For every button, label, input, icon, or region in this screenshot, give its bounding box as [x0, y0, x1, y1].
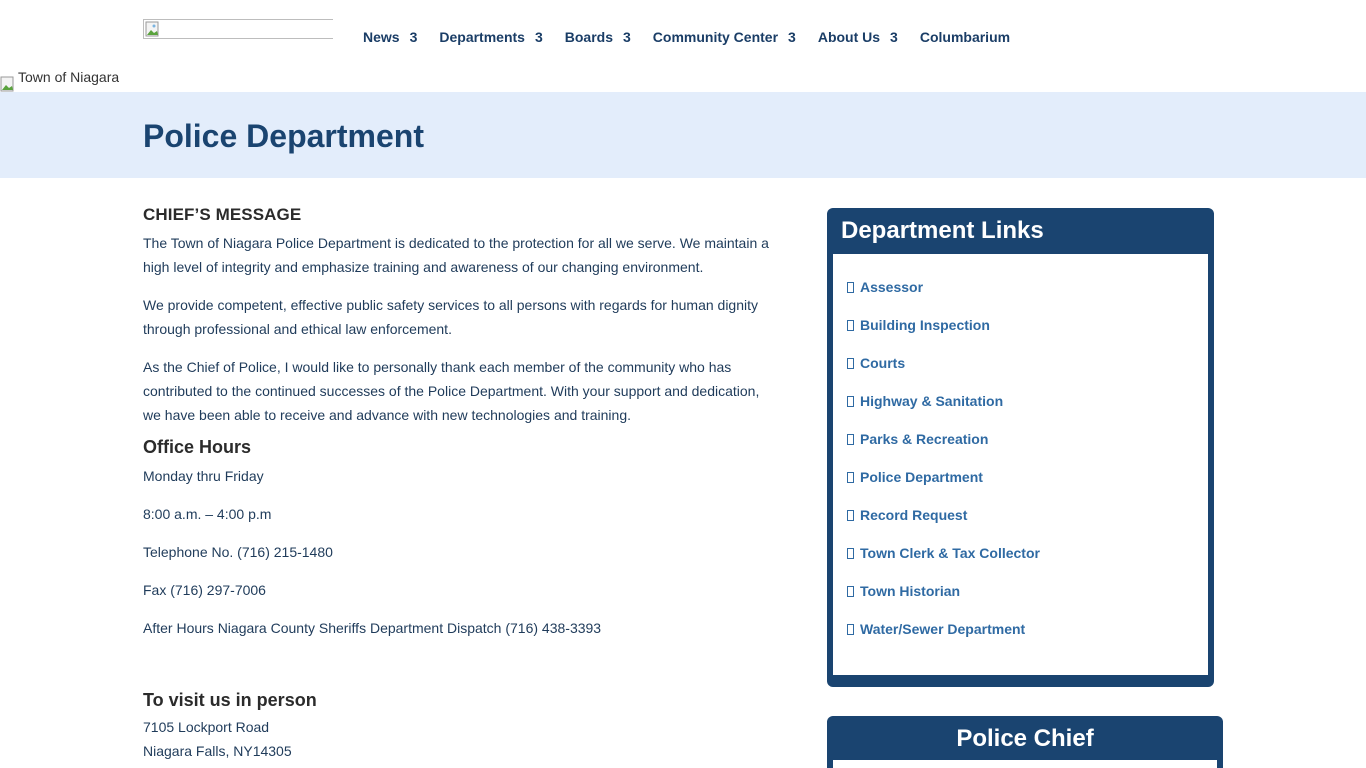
site-logo[interactable]: [143, 19, 333, 39]
nav-label: Columbarium: [919, 29, 1011, 45]
department-links-widget: [827, 208, 1214, 687]
widget-title: Department Links: [841, 217, 1044, 244]
nav-departments[interactable]: [439, 29, 542, 45]
after-hours-dispatch: After Hours Niagara County Sheriffs Department Dispatch (716) 438-3393: [143, 620, 602, 636]
link-parks-recreation[interactable]: [847, 420, 1208, 458]
link-label: Water/Sewer Department: [860, 621, 1026, 637]
link-label: Town Historian: [860, 583, 961, 599]
broken-image-icon: [0, 76, 16, 92]
chevron-down-icon: 3: [623, 29, 631, 45]
chief-message-heading: CHIEF’S MESSAGE: [143, 205, 302, 224]
broken-image-icon: [145, 21, 161, 37]
main-nav: [363, 29, 1032, 45]
square-glyph-icon: [847, 586, 854, 597]
nav-about-us[interactable]: [818, 29, 898, 45]
link-record-request[interactable]: [847, 496, 1208, 534]
link-label: Police Department: [860, 469, 983, 485]
police-chief-body: [833, 760, 1217, 768]
nav-label: About Us: [817, 29, 881, 45]
nav-community-center[interactable]: [653, 29, 796, 45]
office-hours-days: Monday thru Friday: [143, 468, 264, 484]
site-header: [0, 0, 1366, 92]
nav-label: Departments: [439, 29, 525, 45]
link-label: Parks & Recreation: [860, 431, 989, 447]
link-courts[interactable]: [847, 344, 1208, 382]
link-label: Courts: [860, 355, 906, 371]
police-chief-widget: [827, 716, 1223, 768]
logo-alt-text: Town of Niagara: [18, 70, 120, 85]
nav-columbarium[interactable]: [920, 29, 1010, 45]
link-town-historian[interactable]: [847, 572, 1208, 610]
square-glyph-icon: [847, 548, 854, 559]
link-water-sewer[interactable]: [847, 610, 1208, 648]
link-label: Assessor: [860, 279, 924, 295]
message-paragraph: The Town of Niagara Police Department is dedicated to the protection for all we serve. We maintain a high level of integrity and emphasize training and awareness of our changing environment.: [143, 235, 769, 275]
message-paragraph: As the Chief of Police, I would like to personally thank each member of the community who has contributed to the continued successes of the Police Department. With your support and dedication, we have been able to receive and advance with new technologies and training.: [143, 359, 760, 423]
chevron-down-icon: 3: [788, 29, 796, 45]
title-band: [0, 92, 1366, 178]
address-street: 7105 Lockport Road: [143, 719, 270, 735]
nav-label: Boards: [564, 29, 613, 45]
chevron-down-icon: 3: [409, 29, 418, 45]
nav-label: Community Center: [652, 29, 779, 45]
department-links-list: [833, 254, 1208, 675]
office-hours-time: 8:00 a.m. – 4:00 p.m: [143, 506, 272, 522]
nav-label: News: [363, 29, 400, 45]
square-glyph-icon: [847, 320, 854, 331]
message-paragraph: We provide competent, effective public safety services to all persons with regards for human dignity through professional and ethical law enforcement.: [143, 297, 759, 337]
visit-heading: To visit us in person: [143, 690, 317, 710]
telephone: Telephone No. (716) 215-1480: [143, 544, 333, 560]
link-police-department[interactable]: [847, 458, 1208, 496]
nav-news[interactable]: [363, 29, 417, 45]
link-assessor[interactable]: [847, 268, 1208, 306]
link-label: Record Request: [860, 507, 968, 523]
square-glyph-icon: [847, 282, 854, 293]
square-glyph-icon: [847, 624, 854, 635]
square-glyph-icon: [847, 434, 854, 445]
link-label: Town Clerk & Tax Collector: [860, 545, 1040, 561]
alt-logo-link[interactable]: [0, 70, 119, 92]
chevron-down-icon: 3: [534, 29, 543, 45]
link-town-clerk[interactable]: [847, 534, 1208, 572]
address-city: Niagara Falls, NY14305: [143, 743, 292, 759]
square-glyph-icon: [847, 510, 854, 521]
chevron-down-icon: 3: [890, 29, 898, 45]
fax: Fax (716) 297-7006: [143, 582, 266, 598]
square-glyph-icon: [847, 472, 854, 483]
office-hours-heading: Office Hours: [143, 437, 252, 457]
square-glyph-icon: [847, 358, 854, 369]
link-label: Highway & Sanitation: [860, 393, 1004, 409]
page-title: Police Department: [143, 118, 424, 154]
link-highway-sanitation[interactable]: [847, 382, 1208, 420]
square-glyph-icon: [847, 396, 854, 407]
nav-boards[interactable]: [565, 29, 631, 45]
link-building-inspection[interactable]: [847, 306, 1208, 344]
main-content: [143, 205, 773, 763]
link-label: Building Inspection: [860, 317, 990, 333]
widget-title: Police Chief: [956, 725, 1094, 752]
